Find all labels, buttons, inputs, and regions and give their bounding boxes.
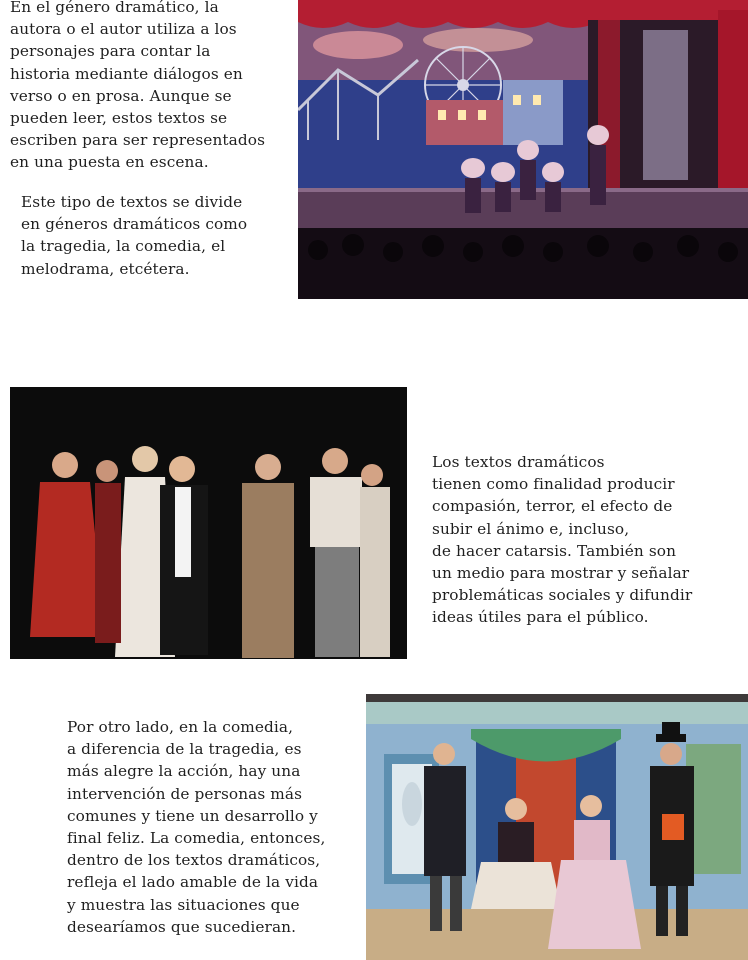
photo-musical-stage xyxy=(298,0,748,299)
paragraph-intro: En el género dramático, la autora o el autor utiliza a los personajes para contar la historia mediante diálogos en verso o en prosa. Aunque se pueden leer, estos textos se escriben para ser representados en una puesta en escena. xyxy=(10,0,266,172)
paragraph-comedy: Por otro lado, en la comedia, a diferencia de la tragedia, es más alegre la acción, hay una intervención de personas más comunes y tiene un desarrollo y final feliz. La comedia, entonces, dentro de los textos dramáticos, refleja el lado amable de la vida y muestra las situaciones que desearíamos que sucedieran. xyxy=(67,718,326,936)
photo-cast-on-stage xyxy=(10,387,407,659)
photo-comedy-scene xyxy=(366,694,748,960)
paragraph-genres: Este tipo de textos se divide en géneros dramáticos como la tragedia, la comedia, el melodrama, etcétera. xyxy=(21,193,248,278)
paragraph-purpose: Los textos dramáticos tienen como finalidad producir compasión, terror, el efecto de subir el ánimo e, incluso, de hacer catarsis. También son un medio para mostrar y señalar problemáticas sociales y difundir ideas útiles para el público. xyxy=(432,453,693,627)
